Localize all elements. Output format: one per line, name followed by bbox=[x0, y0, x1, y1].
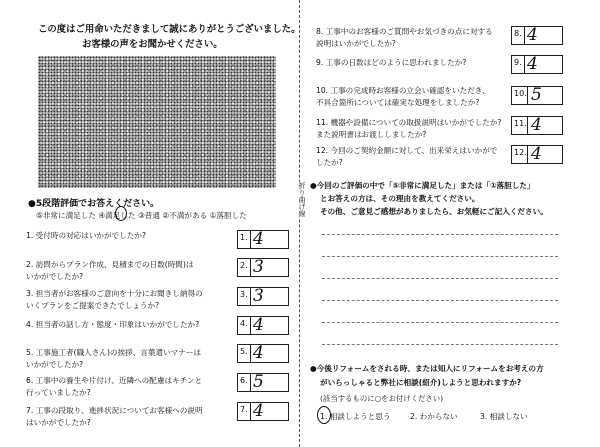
comment-prompt-2: とお答えの方は、その理由を教えてください。 bbox=[320, 194, 480, 203]
answer-box-number: 5. bbox=[240, 347, 248, 356]
handwritten-answer: 4 bbox=[527, 25, 538, 45]
comment-line[interactable] bbox=[322, 322, 558, 323]
rating-section-title: ●5段階評価でお答えください。 bbox=[28, 199, 160, 209]
comment-line[interactable] bbox=[322, 256, 558, 257]
circled-mark bbox=[115, 206, 127, 221]
answer-box-number: 8. bbox=[514, 29, 522, 38]
answer-box-2[interactable] bbox=[237, 258, 289, 277]
answer-box-number: 1. bbox=[240, 233, 248, 242]
question-1-text: 1. 受付時の対応はいかがでしたか? bbox=[26, 231, 147, 240]
answer-box-6[interactable] bbox=[237, 373, 289, 392]
answer-box-number: 11. bbox=[514, 119, 527, 128]
question-6-text: 6. 工事中の養生や片付け、近隣への配慮はキチンと 行っていましたか? bbox=[26, 376, 203, 397]
question-8-text: 8. 工事中のお客様のご質問やお気づきの点に対する 説明はいかがでしたか? bbox=[316, 27, 493, 48]
handwritten-answer: 5 bbox=[253, 372, 264, 392]
handwritten-answer: 4 bbox=[253, 315, 264, 335]
question-7-text: 7. 工事の段取り、進捗状況についてお客様への説明 はいかがでしたか? bbox=[26, 406, 203, 427]
referral-prompt-2: がいらっしゃると弊社に相談(紹介)しようと思われますか? bbox=[320, 378, 522, 387]
referral-option-1[interactable]: 1. 相談しようと思う bbox=[320, 412, 391, 421]
handwritten-answer: 4 bbox=[531, 144, 542, 164]
answer-box-10[interactable] bbox=[511, 86, 563, 105]
answer-box-number: 9. bbox=[514, 58, 522, 67]
question-3-text: 3. 担当者がお客様のご意向を十分にお聞きし納得の いくプランをご提案できたでしょうか? bbox=[26, 289, 203, 310]
comment-line[interactable] bbox=[322, 278, 558, 279]
comment-line[interactable] bbox=[322, 300, 558, 301]
answer-box-4[interactable] bbox=[237, 316, 289, 335]
header-thanks: この度はご用命いただきまして誠にありがとうございました。 bbox=[38, 24, 301, 35]
answer-box-number: 2. bbox=[240, 261, 248, 270]
rating-scale: ⑤非常に満足した ④満足した ③普通 ②不満がある ①落胆した bbox=[36, 211, 247, 220]
handwritten-answer: 3 bbox=[253, 286, 264, 306]
redacted-comment-area bbox=[38, 56, 276, 188]
question-10-text: 10. 工事の完成時お客様の立会い確認をいただき、 不具合箇所については確実な処理をしましたか? bbox=[316, 86, 490, 107]
referral-option-3[interactable]: 3. 相談しない bbox=[480, 412, 528, 421]
answer-box-number: 12. bbox=[514, 148, 527, 157]
comment-line[interactable] bbox=[322, 234, 558, 235]
handwritten-answer: 4 bbox=[253, 229, 264, 249]
answer-box-12[interactable] bbox=[511, 145, 563, 164]
question-5-text: 5. 工事施工者(職人さん)の挨拶、言葉遣いマナーは いかがでしたか? bbox=[26, 348, 202, 369]
comment-prompt-1: ●今回のご評価の中で「⑤非常に満足した」または「①落胆した」 bbox=[310, 181, 535, 190]
question-11-text: 11. 機器や設備についての取扱説明はいかがでしたか? また説明書はお渡ししましたか? bbox=[316, 118, 502, 139]
handwritten-answer: 5 bbox=[531, 85, 542, 105]
referral-prompt-1: ●今後リフォームをされる時、または知人にリフォームをお考えの方 bbox=[310, 364, 544, 373]
answer-box-number: 10. bbox=[514, 89, 527, 98]
question-12-text: 12. 今回のご契約金額に対して、出来栄えはいかがで したか? bbox=[316, 146, 498, 167]
fold-label: 折り曲げ線 bbox=[292, 182, 306, 217]
answer-box-number: 6. bbox=[240, 376, 248, 385]
answer-box-5[interactable] bbox=[237, 344, 289, 363]
header-request: お客様の声をお聞かせください。 bbox=[82, 39, 223, 50]
question-9-text: 9. 工事の日数はどのように思われましたか? bbox=[316, 58, 467, 67]
handwritten-answer: 4 bbox=[531, 115, 542, 135]
handwritten-answer: 4 bbox=[253, 343, 264, 363]
answer-box-number: 7. bbox=[240, 405, 248, 414]
answer-box-8[interactable] bbox=[511, 26, 563, 45]
answer-box-3[interactable] bbox=[237, 287, 289, 306]
question-4-text: 4. 担当者の話し方・態度・印象はいかがでしたか? bbox=[26, 320, 200, 329]
answer-box-7[interactable] bbox=[237, 402, 289, 421]
answer-box-number: 3. bbox=[240, 290, 248, 299]
selected-circle-mark bbox=[317, 406, 331, 424]
answer-box-number: 4. bbox=[240, 319, 248, 328]
handwritten-answer: 3 bbox=[253, 257, 264, 277]
comment-prompt-3: その他、ご意見ご感想がありましたら、お気軽にご記入ください。 bbox=[320, 207, 548, 216]
referral-instruction: (該当するものに○をお付けください) bbox=[320, 394, 444, 403]
comment-line[interactable] bbox=[322, 344, 558, 345]
answer-box-1[interactable] bbox=[237, 230, 289, 249]
fold-line bbox=[299, 0, 300, 447]
handwritten-answer: 4 bbox=[253, 401, 264, 421]
answer-box-11[interactable] bbox=[511, 116, 563, 135]
referral-option-2[interactable]: 2. わからない bbox=[410, 412, 458, 421]
question-2-text: 2. 訪問からプラン作成、見積までの日数(時間)は いかがでしたか? bbox=[26, 260, 194, 281]
handwritten-answer: 4 bbox=[527, 54, 538, 74]
answer-box-9[interactable] bbox=[511, 55, 563, 74]
